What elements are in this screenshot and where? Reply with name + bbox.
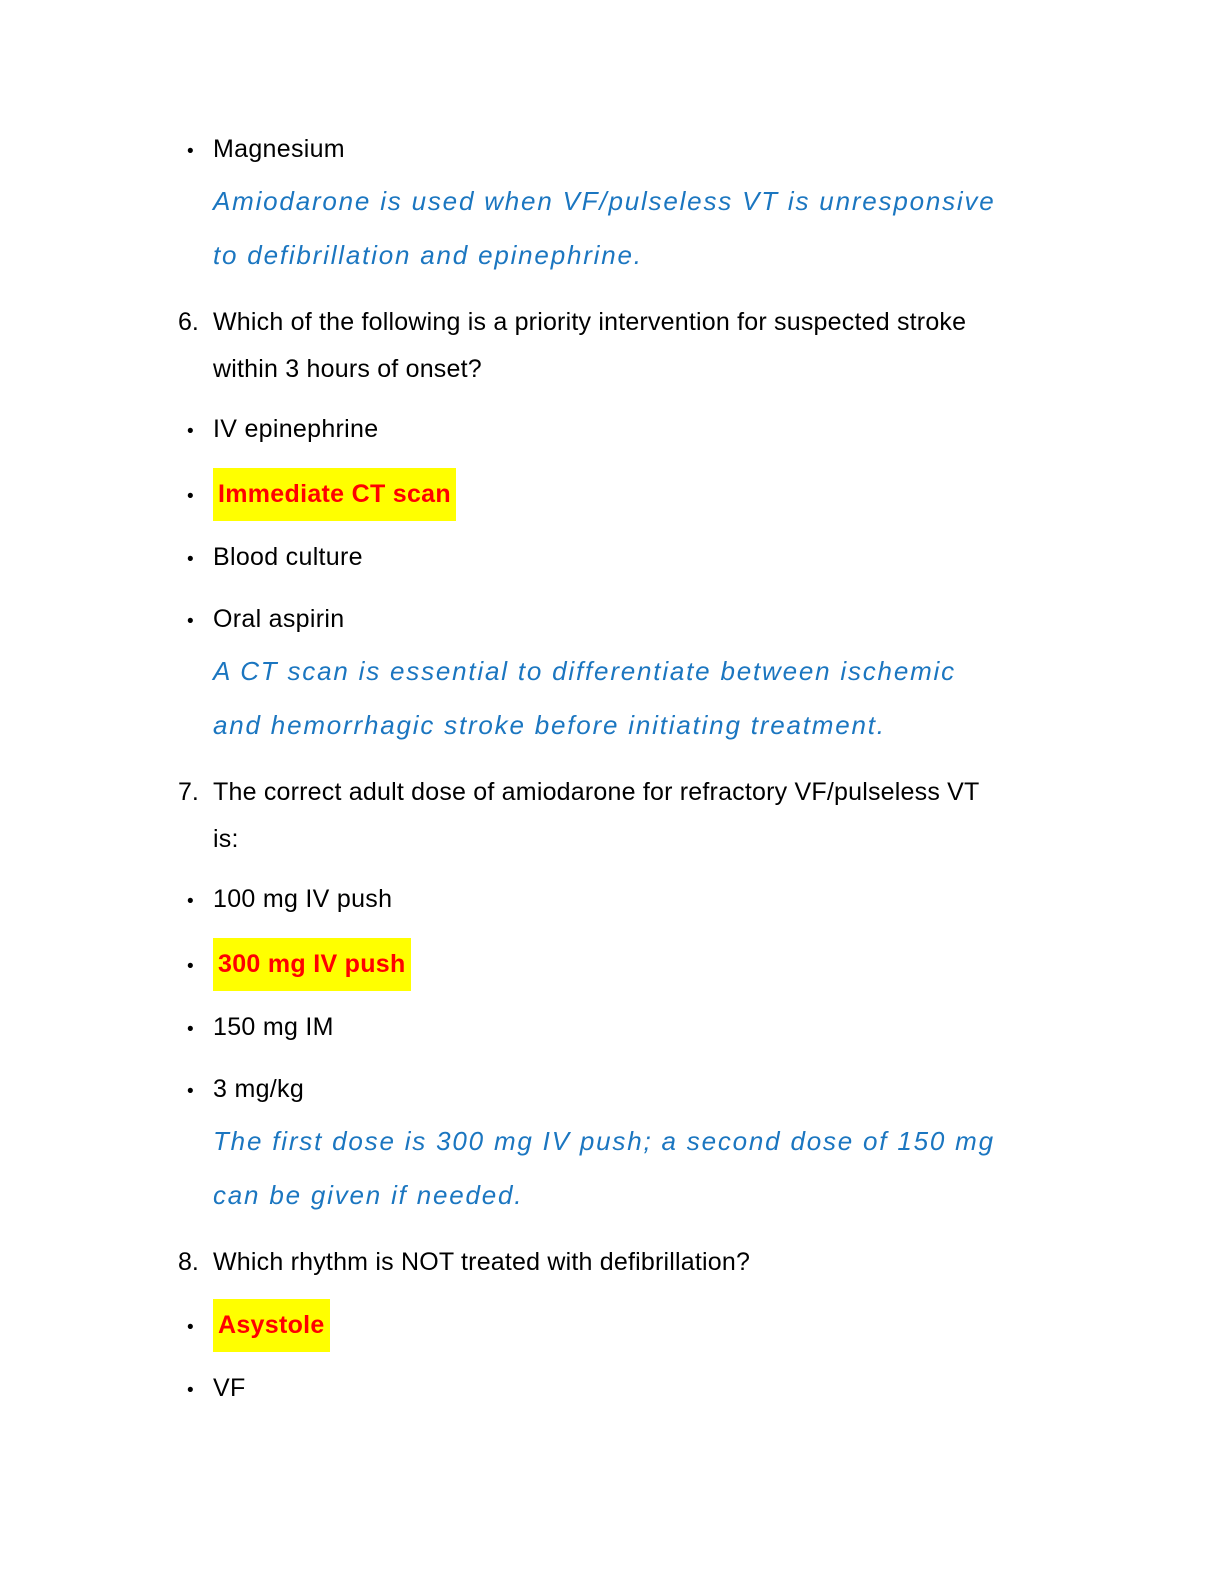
explanation-line: and hemorrhagic stroke before initiating treatment. [213,710,886,740]
explanation-line: can be given if needed. [213,1180,524,1210]
option-label: Magnesium [213,135,345,163]
question-number: 7. [178,778,199,806]
explanation-line: The first dose is 300 mg IV push; a second dose of 150 mg [213,1126,995,1156]
bullet-option-iv-epinephrine [178,406,1094,455]
bullet-icon [178,473,213,520]
question-line: Which of the following is a priority intervention for suspected stroke [213,308,967,336]
bullet-option-100mg [178,876,1094,925]
question-line: The correct adult dose of amiodarone for refractory VF/pulseless VT [213,778,980,806]
bullet-icon [178,128,213,175]
explanation-line: Amiodarone is used when VF/pulseless VT is unresponsive [213,186,996,216]
bullet-option-asystole [178,1299,1094,1352]
question-6 [178,299,1094,393]
bullet-icon [178,408,213,455]
explanation-amiodarone [178,174,1094,282]
question-number: 8. [178,1248,199,1276]
bullet-icon [178,1006,213,1053]
correct-answer-label: Asystole [213,1299,330,1352]
bullet-icon [178,598,213,645]
question-text [213,1239,1094,1286]
question-text [213,299,1094,393]
question-text [213,769,1094,863]
bullet-option-blood-culture [178,534,1094,583]
bullet-option-magnesium [178,126,1094,175]
bullet-option-immediate-ct-scan [178,468,1094,521]
bullet-icon [178,1068,213,1115]
bullet-icon [178,1304,213,1351]
explanation-line: to defibrillation and epinephrine. [213,240,643,270]
option-label: Oral aspirin [213,605,345,633]
question-line: Which rhythm is NOT treated with defibrillation? [213,1248,751,1276]
question-number: 6. [178,308,199,336]
option-label: 150 mg IM [213,1013,334,1041]
option-label: VF [213,1374,246,1402]
bullet-icon [178,878,213,925]
bullet-option-oral-aspirin [178,596,1094,645]
question-7 [178,769,1094,863]
option-label: 100 mg IV push [213,885,393,913]
correct-answer-label: Immediate CT scan [213,468,456,521]
bullet-icon [178,1367,213,1414]
explanation-ct-scan [178,644,1094,752]
bullet-option-150mg [178,1004,1094,1053]
option-label: Blood culture [213,543,363,571]
option-label: IV epinephrine [213,415,379,443]
question-line: within 3 hours of onset? [213,355,482,383]
bullet-option-vf [178,1365,1094,1414]
question-line: is: [213,825,239,853]
explanation-line: A CT scan is essential to differentiate between ischemic [213,656,956,686]
correct-answer-label: 300 mg IV push [213,938,411,991]
bullet-icon [178,943,213,990]
question-8 [178,1239,1094,1286]
bullet-option-3mgkg [178,1066,1094,1115]
bullet-icon [178,536,213,583]
bullet-option-300mg [178,938,1094,991]
explanation-first-dose [178,1114,1094,1222]
option-label: 3 mg/kg [213,1075,305,1103]
